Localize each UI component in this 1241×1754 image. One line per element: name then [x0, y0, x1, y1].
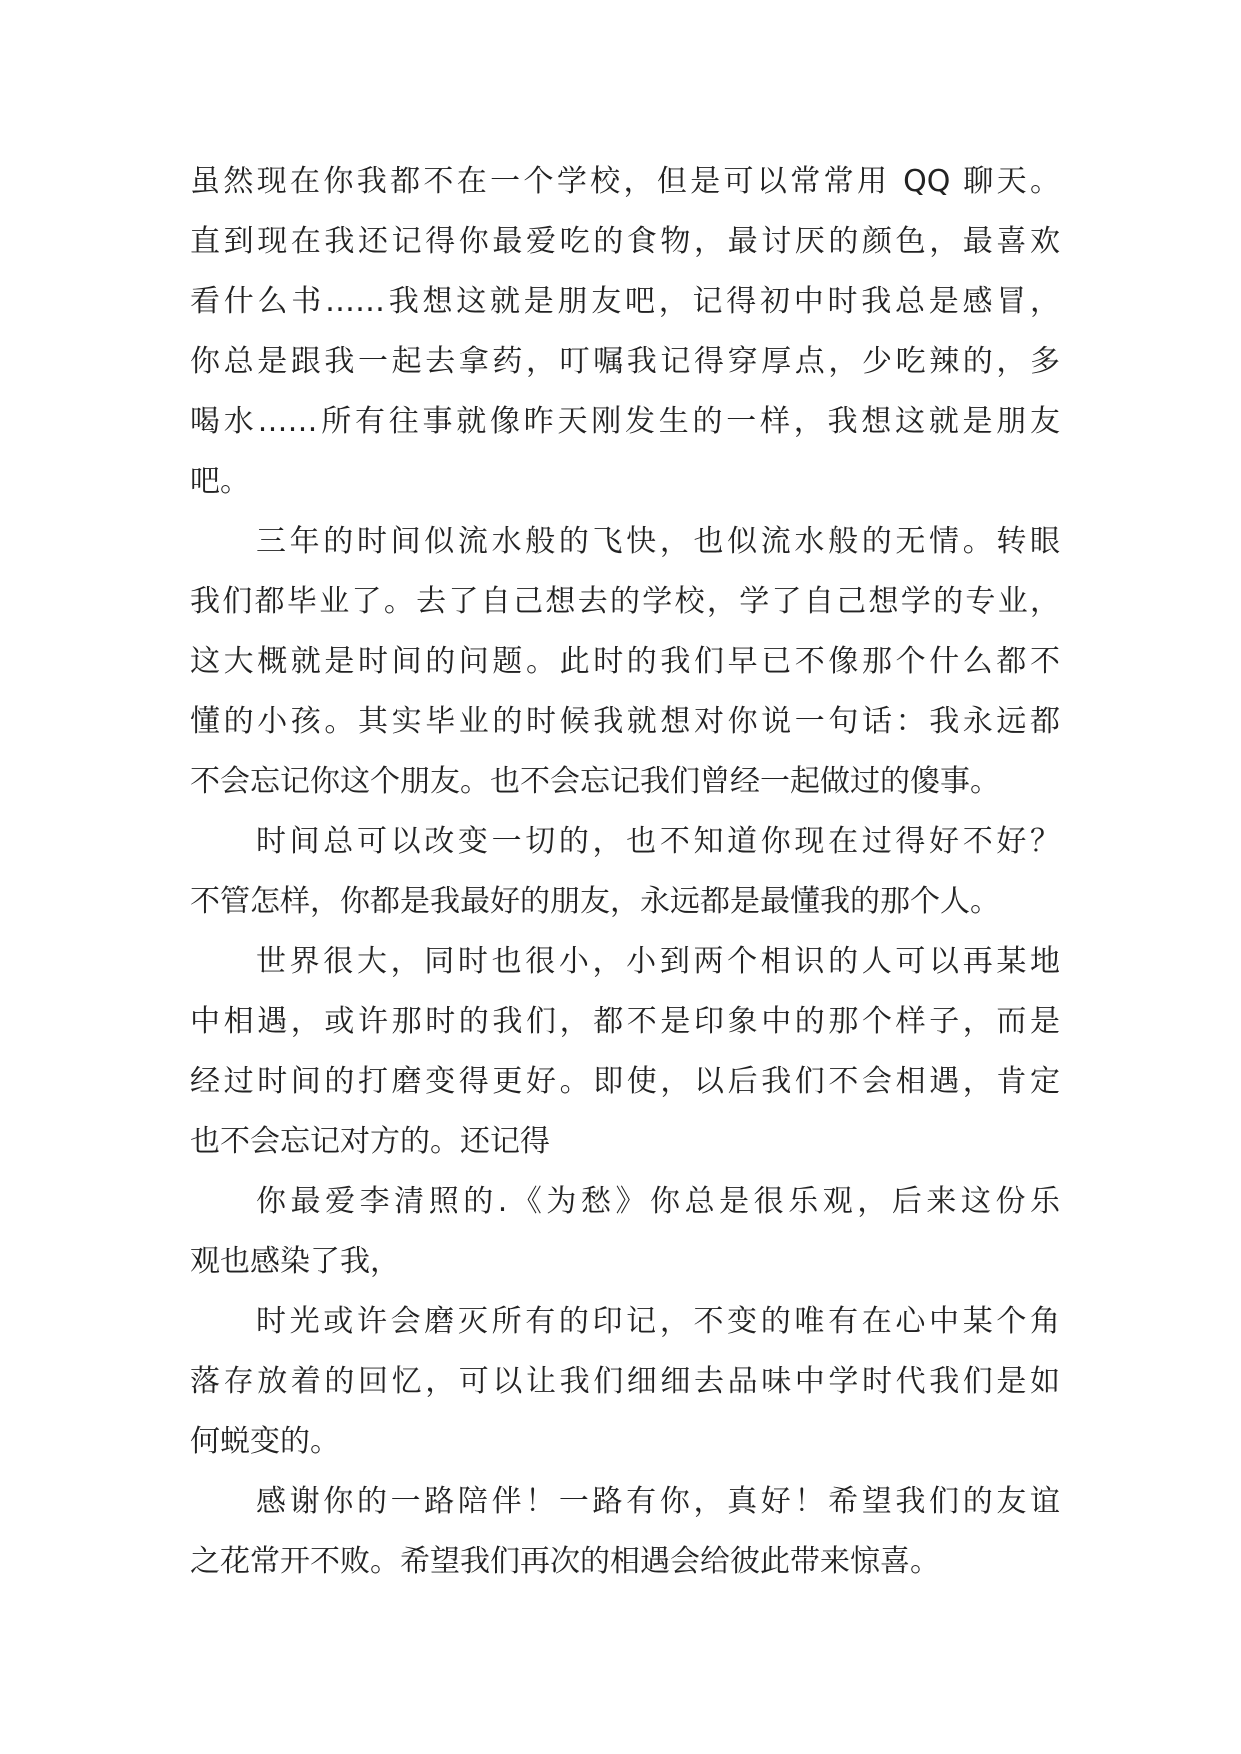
- text-line: 你最爱李清照的.《为愁》你总是很乐观，后来这份乐: [256, 1184, 1060, 1219]
- text-line: 懂的小孩。其实毕业的时候我就想对你说一句话：我永远都: [190, 704, 1060, 739]
- text-line: 时光或许会磨灭所有的印记，不变的唯有在心中某个角: [256, 1304, 1060, 1339]
- text-line: 时间总可以改变一切的，也不知道你现在过得好不好？: [256, 824, 1060, 859]
- text-line: 之花常开不败。希望我们再次的相遇会给彼此带来惊喜。: [190, 1544, 940, 1579]
- text-line: 落存放着的回忆，可以让我们细细去品味中学时代我们是如: [190, 1364, 1060, 1399]
- text-line: 也不会忘记对方的。还记得: [190, 1124, 550, 1159]
- text-line: 这大概就是时间的问题。此时的我们早已不像那个什么都不: [190, 644, 1060, 679]
- body-text: [190, 152, 1060, 1592]
- text-line: 喝水……所有往事就像昨天刚发生的一样，我想这就是朋友: [190, 404, 1060, 439]
- text-line: 我们都毕业了。去了自己想去的学校，学了自己想学的专业，: [190, 584, 1060, 619]
- text-line: 你总是跟我一起去拿药，叮嘱我记得穿厚点，少吃辣的，多: [190, 344, 1060, 379]
- text-line: 世界很大，同时也很小，小到两个相识的人可以再某地: [256, 944, 1060, 979]
- text-line: 何蜕变的。: [190, 1424, 340, 1459]
- text-line: 三年的时间似流水般的飞快，也似流水般的无情。转眼: [256, 524, 1060, 559]
- text-line: 直到现在我还记得你最爱吃的食物，最讨厌的颜色，最喜欢: [190, 224, 1060, 259]
- text-line: 虽然现在你我都不在一个学校，但是可以常常用 QQ 聊天。: [190, 164, 1060, 199]
- text-line: 感谢你的一路陪伴！一路有你，真好！希望我们的友谊: [256, 1484, 1060, 1519]
- text-line: 不会忘记你这个朋友。也不会忘记我们曾经一起做过的傻事。: [190, 764, 1000, 799]
- text-line: 观也感染了我，: [190, 1244, 400, 1279]
- text-line: 经过时间的打磨变得更好。即使，以后我们不会相遇，肯定: [190, 1064, 1060, 1099]
- text-line: 看什么书……我想这就是朋友吧，记得初中时我总是感冒，: [190, 284, 1060, 319]
- text-line: 中相遇，或许那时的我们，都不是印象中的那个样子，而是: [190, 1004, 1060, 1039]
- text-line: 不管怎样，你都是我最好的朋友，永远都是最懂我的那个人。: [190, 884, 1000, 919]
- text-line: 吧。: [190, 464, 250, 499]
